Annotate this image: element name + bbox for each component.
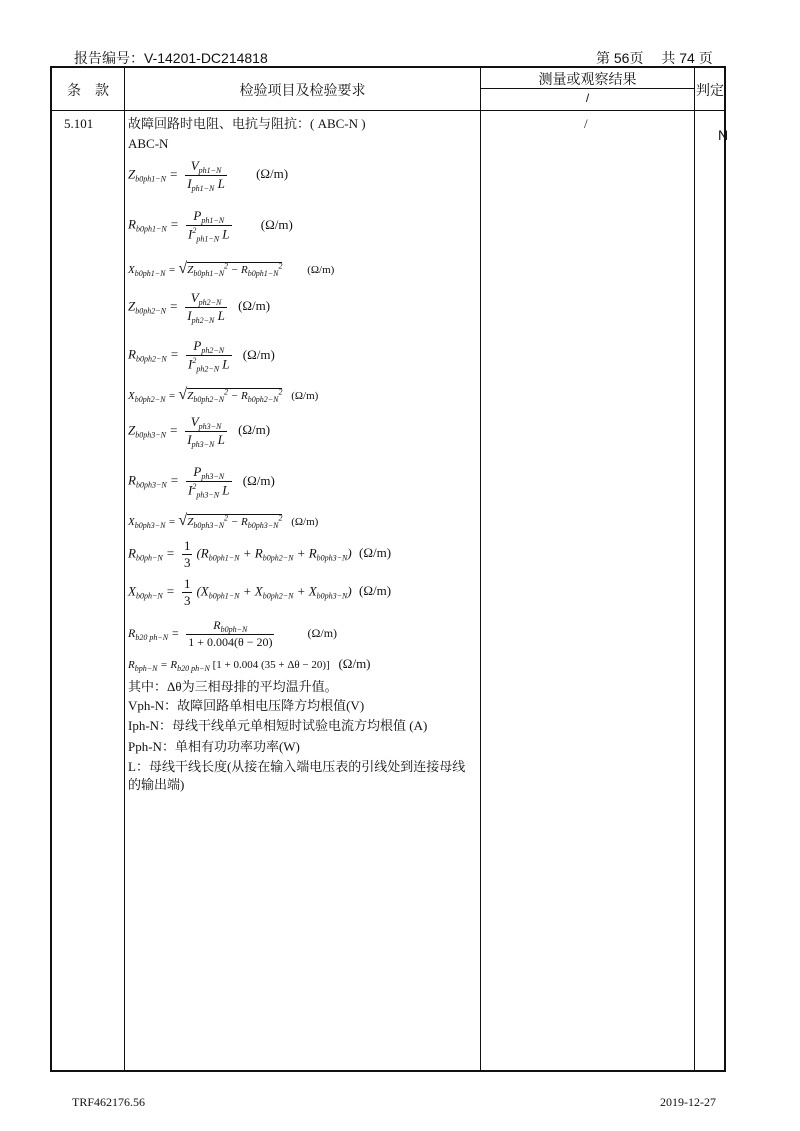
header-items: 检验项目及检验要求	[239, 82, 366, 98]
column-divider	[480, 66, 481, 1072]
footer-date: 2019-12-27	[660, 1095, 716, 1109]
header-verdict: 判定	[696, 82, 724, 98]
unit-label: (Ω/m)	[256, 166, 289, 182]
note-vph: Vph-N：故障回路单相电压降方均根值(V)	[128, 698, 365, 713]
formula-r-ph3: $R_{b0ph3-N}$ = $\frac{P_{ph3-N}}{I^2_{ph3-N} L}$ (Ω/m)	[128, 464, 275, 500]
formula-x-ph3: $X_{b0ph3-N} = √Z_{b0ph3-N}^2 - R_{b0ph3-N}^2$ (Ω/m)	[128, 512, 319, 530]
section-subtitle: ABC-N	[128, 136, 169, 151]
unit-label: (Ω/m)	[358, 545, 392, 561]
formula-r-b20: $R_{b20 ph-N}$ = $\frac{R_{b0ph-N}}{1 + 0.004(\theta - 20)}$ (Ω/m)	[128, 618, 338, 649]
formula-z-ph2: $Z_{b0ph2-N}$ = $\frac{V_{ph2-N}}{I_{ph2-N} L}$ (Ω/m)	[128, 290, 271, 325]
unit-label: (Ω/m)	[242, 346, 275, 362]
unit-label: (Ω/m)	[291, 516, 319, 528]
unit-label: (Ω/m)	[307, 625, 338, 640]
page-info	[596, 48, 713, 68]
unit-label: (Ω/m)	[238, 298, 271, 314]
formula-z-ph1: $Z_{b0ph1-N}$ = $\frac{V_{ph1-N}}{I_{ph1-N} L}$ (Ω/m)	[128, 158, 289, 193]
unit-label: (Ω/m)	[358, 583, 392, 599]
formula-r-bph: $R_{bph-N} = R_{b20 ph-N}$ [1 + 0.004 (35 + Δθ − 20)] (Ω/m)	[128, 656, 371, 673]
note-length: L：母线干线长度(从接在输入端电压表的引线处到连接母线的输出端)	[128, 759, 466, 792]
header-results: 测量或观察结果	[538, 71, 637, 87]
unit-label: (Ω/m)	[307, 264, 335, 276]
column-divider	[694, 66, 695, 1072]
note-iph: Iph-N：母线干线单元单相短时试验电流方均根值 (A)	[128, 718, 428, 733]
unit-label: (Ω/m)	[338, 656, 371, 671]
unit-label: (Ω/m)	[291, 390, 319, 402]
section-title: 故障回路时电阻、电抗与阻抗：( ABC-N )	[128, 116, 366, 131]
unit-label: (Ω/m)	[238, 422, 271, 438]
header-clause: 条 款	[67, 82, 109, 98]
unit-label: (Ω/m)	[260, 216, 293, 232]
formula-x-avg: $X_{b0ph-N}$ = $\frac{1}{3}$ $(X_{b0ph1-N} + X_{b0ph2-N} + X_{b0ph3-N})$ (Ω/m)	[128, 576, 392, 608]
note-pph: Pph-N：单相有功功率功率(W)	[128, 739, 300, 754]
formula-z-ph3: $Z_{b0ph3-N}$ = $\frac{V_{ph3-N}}{I_{ph3-N} L}$ (Ω/m)	[128, 414, 271, 449]
header-divider	[50, 110, 726, 111]
formula-r-ph2: $R_{b0ph2-N}$ = $\frac{P_{ph2-N}}{I^2_{ph2-N} L}$ (Ω/m)	[128, 338, 275, 374]
verdict-value: N	[718, 127, 729, 143]
column-divider	[124, 66, 125, 1072]
formula-x-ph1: $X_{b0ph1-N} = √Z_{b0ph1-N}^2 - R_{b0ph1-N}^2$ (Ω/m)	[128, 260, 335, 278]
clause-number: 5.101	[64, 116, 94, 131]
formula-r-avg: $R_{b0ph-N}$ = $\frac{1}{3}$ $(R_{b0ph1-N} + R_{b0ph2-N} + R_{b0ph3-N})$ (Ω/m)	[128, 538, 392, 570]
report-number: 报告编号：V-14201-DC214818	[74, 50, 268, 66]
formula-r-ph1: $R_{b0ph1-N}$ = $\frac{P_{ph1-N}}{I^2_{ph1-N} L}$ (Ω/m)	[128, 208, 293, 244]
note-delta-theta: 其中：Δθ为三相母排的平均温升值。	[128, 679, 338, 694]
page-current: 第 56页	[596, 50, 644, 66]
page-total: 共 74 页	[661, 50, 713, 66]
footer-doc-code: TRF462176.56	[72, 1095, 146, 1109]
formula-x-ph2: $X_{b0ph2-N} = √Z_{b0ph2-N}^2 - R_{b0ph2-N}^2$ (Ω/m)	[128, 386, 319, 404]
result-value: /	[584, 116, 588, 131]
unit-label: (Ω/m)	[242, 472, 275, 488]
header-results-sub: /	[585, 91, 590, 105]
